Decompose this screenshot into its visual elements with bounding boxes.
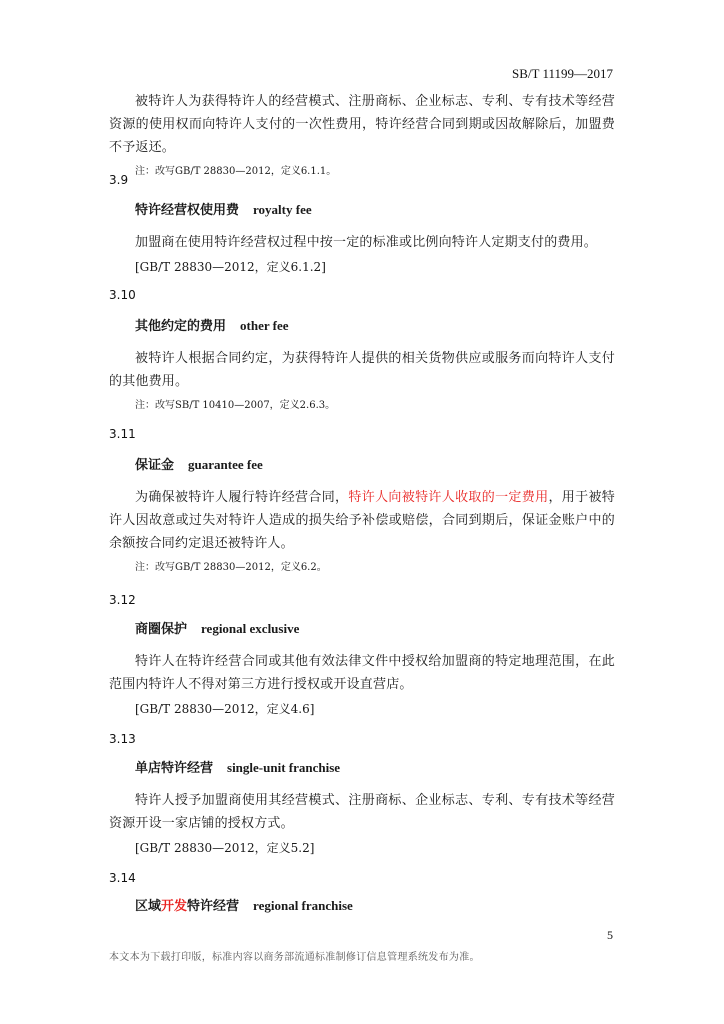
definition-note: 注：改写GB/T 28830—2012，定义6.2。	[135, 562, 327, 573]
definition-paragraph: 加盟商在使用特许经营权过程中按一定的标准或比例向特许人定期支付的费用。	[135, 235, 598, 250]
paragraph-text: 为确保被特许人履行特许经营合同，	[135, 490, 349, 505]
term-english: other fee	[240, 318, 289, 333]
term-english: regional exclusive	[201, 621, 300, 636]
term-english: royalty fee	[253, 202, 312, 217]
clause-number: 3.11	[109, 427, 136, 441]
section-3-11	[109, 424, 615, 576]
section-3-8-continuation	[109, 90, 615, 180]
term-chinese: 特许经营	[187, 899, 240, 914]
definition-source: [GB/T 28830—2012，定义5.2]	[135, 841, 315, 855]
term-heading	[109, 315, 615, 338]
section-3-13	[109, 729, 615, 858]
term-english: regional franchise	[253, 898, 353, 913]
term-chinese: 保证金	[135, 458, 175, 473]
definition-paragraph: 被特许人为获得特许人的经营模式、注册商标、企业标志、专利、专有技术等经营资源的使用权而向特许人支付的一次性费用，特许经营合同到期或因故解除后，加盟费不予返还。	[109, 94, 615, 155]
definition-paragraph: 特许人在特许经营合同或其他有效法律文件中授权给加盟商的特定地理范围，在此范围内特许人不得对第三方进行授权或开设直营店。	[109, 654, 615, 692]
clause-number: 3.14	[109, 871, 136, 885]
term-chinese: 特许经营权使用费	[135, 203, 240, 218]
term-english: guarantee fee	[188, 457, 263, 472]
definition-paragraph: 被特许人根据合同约定，为获得特许人提供的相关货物供应或服务而向特许人支付的其他费用。	[109, 351, 615, 389]
term-chinese-highlight: 开发	[161, 899, 188, 914]
term-heading	[109, 895, 615, 918]
clause-number: 3.9	[109, 173, 129, 187]
term-heading	[109, 199, 615, 222]
term-english: single-unit franchise	[227, 760, 341, 775]
section-3-14	[109, 868, 615, 918]
standard-code-header: SB/T 11199—2017	[511, 66, 613, 81]
term-chinese: 区域	[135, 899, 162, 914]
page-number: 5	[607, 928, 613, 942]
term-heading	[109, 757, 615, 780]
download-footer-notice: 本文本为下载打印版，标准内容以商务部流通标准制修订信息管理系统发布为准。	[109, 952, 480, 963]
section-3-9	[109, 170, 615, 277]
section-3-12	[109, 590, 615, 719]
definition-note: 注：改写GB/T 28830—2012，定义6.1.1。	[135, 166, 337, 177]
highlighted-text: 特许人向被特许人收取的一定费用	[348, 490, 549, 505]
definition-source: [GB/T 28830—2012，定义6.1.2]	[135, 260, 326, 274]
clause-number: 3.13	[109, 732, 136, 746]
clause-number: 3.10	[109, 288, 136, 302]
term-chinese: 其他约定的费用	[135, 319, 227, 334]
definition-paragraph	[109, 486, 615, 555]
definition-source: [GB/T 28830—2012，定义4.6]	[135, 702, 315, 716]
term-heading	[109, 618, 615, 641]
clause-number: 3.12	[109, 593, 136, 607]
term-chinese: 单店特许经营	[135, 761, 214, 776]
paragraph-text: ，用于被特许人因故意或过失对特许人造成的损失给予补偿或赔偿，合同到期后，保证金账户中的余额按合同约定退还被特许人。	[109, 490, 615, 551]
term-heading	[109, 454, 615, 477]
section-3-10	[109, 285, 615, 414]
definition-note: 注：改写SB/T 10410—2007，定义2.6.3。	[135, 400, 336, 411]
term-chinese: 商圈保护	[135, 622, 188, 637]
definition-paragraph: 特许人授予加盟商使用其经营模式、注册商标、企业标志、专利、专有技术等经营资源开设一家店铺的授权方式。	[109, 793, 615, 831]
